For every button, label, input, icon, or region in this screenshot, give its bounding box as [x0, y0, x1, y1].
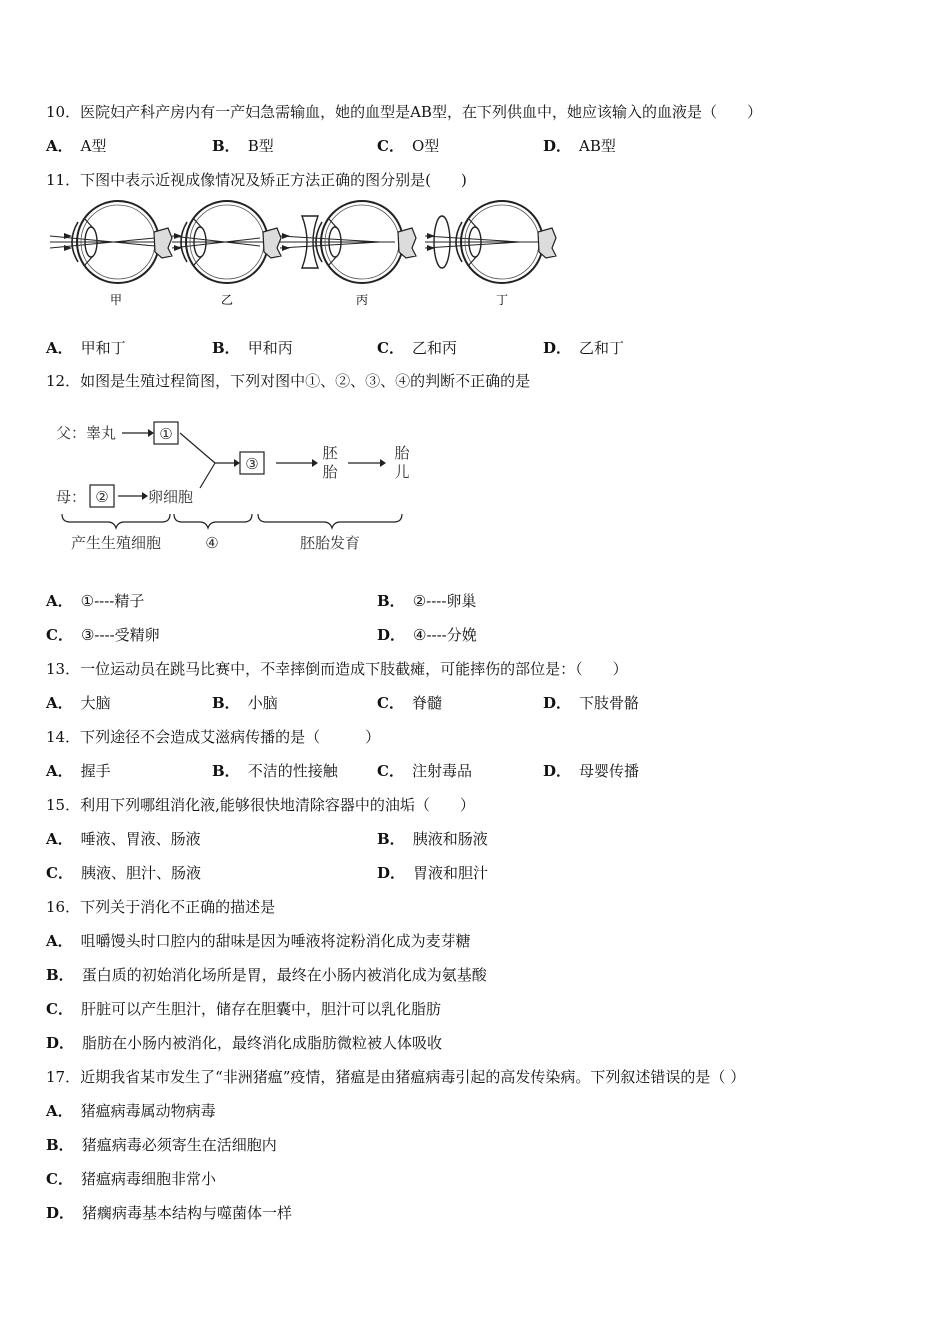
- q16-option-d[interactable]: D． 脂肪在小肠内被消化，最终消化成脂肪微粒被人体吸收: [46, 1034, 443, 1052]
- q14-option-d[interactable]: D． 母婴传播: [543, 762, 640, 780]
- eye-label-yi: 乙: [220, 293, 234, 307]
- q10-option-b[interactable]: B． B型: [212, 137, 274, 155]
- fetus-label-1: 胎: [394, 444, 410, 462]
- q15-options-row1: [46, 828, 906, 850]
- q10-stem: 10．医院妇产科产房内有一产妇急需输血，她的血型是AB型，在下列供血中，她应该输入的血液是（ ）: [46, 103, 762, 121]
- box-2-label: ②: [95, 488, 109, 506]
- q15-option-b[interactable]: B． 胰液和肠液: [377, 830, 488, 848]
- q15-option-a[interactable]: A． 唾液、胃液、肠液: [46, 830, 201, 848]
- q14-option-c[interactable]: C． 注射毒品: [377, 762, 472, 780]
- box-1-label: ①: [159, 425, 173, 443]
- q15-option-c[interactable]: C． 胰液、胆汁、肠液: [46, 864, 201, 882]
- brace-label-produce: 产生生殖细胞: [70, 534, 162, 552]
- q12-options-row2: [46, 624, 906, 646]
- eye-label-ding: 丁: [495, 293, 509, 307]
- q16-option-c[interactable]: C． 肝脏可以产生胆汁，储存在胆囊中，胆汁可以乳化脂肪: [46, 1000, 441, 1018]
- q16-option-b[interactable]: B． 蛋白质的初始消化场所是胃，最终在小肠内被消化成为氨基酸: [46, 966, 487, 984]
- eye-ding: [425, 201, 556, 283]
- q11-option-b[interactable]: B． 甲和丙: [212, 339, 293, 357]
- q12-option-d[interactable]: D． ④----分娩: [377, 626, 477, 644]
- q14-option-a[interactable]: A． 握手: [46, 762, 111, 780]
- q12-option-a[interactable]: A． ①----精子: [46, 592, 145, 610]
- q14-option-b[interactable]: B． 不洁的性接触: [212, 762, 338, 780]
- q16-option-a[interactable]: A． 咀嚼馒头时口腔内的甜味是因为唾液将淀粉消化成为麦芽糖: [46, 932, 471, 950]
- q17-option-a[interactable]: A． 猪瘟病毒属动物病毒: [46, 1102, 216, 1120]
- brace-label-4: ④: [205, 534, 219, 552]
- q11-option-d[interactable]: D． 乙和丁: [543, 339, 625, 357]
- box-3-label: ③: [245, 455, 259, 473]
- q16-stem: 16．下列关于消化不正确的描述是: [46, 898, 276, 916]
- embryo-label-2: 胎: [322, 463, 338, 481]
- q17-option-d[interactable]: D． 猪瘸病毒基本结构与噬菌体一样: [46, 1204, 293, 1222]
- brace-label-development: 胚胎发育: [299, 534, 361, 552]
- eye-bing: [280, 201, 416, 283]
- q14-stem: 14．下列途径不会造成艾滋病传播的是（ ）: [46, 728, 381, 746]
- embryo-label-1: 胚: [322, 444, 338, 462]
- eye-jia: [50, 201, 172, 283]
- q15-options-row2: [46, 862, 906, 884]
- q10-option-c[interactable]: C． O型: [377, 137, 440, 155]
- q17-option-c[interactable]: C． 猪瘟病毒细胞非常小: [46, 1170, 216, 1188]
- eye-label-bing: 丙: [355, 293, 369, 307]
- q13-option-c[interactable]: C． 脊髓: [377, 694, 442, 712]
- eye-label-jia: 甲: [109, 293, 123, 307]
- q10-options: [46, 135, 906, 157]
- mother-label: 母：: [56, 488, 87, 506]
- q13-option-d[interactable]: D． 下肢骨骼: [543, 694, 640, 712]
- q11-options: [46, 337, 906, 359]
- eye-diagram-figure: [50, 198, 560, 313]
- eye-yi: [172, 201, 281, 283]
- q12-stem: 12．如图是生殖过程简图，下列对图中①、②、③、④的判断不正确的是: [46, 372, 531, 390]
- q11-stem: 11．下图中表示近视成像情况及矫正方法正确的图分别是( ): [46, 171, 467, 189]
- q13-options: [46, 692, 906, 714]
- q13-option-b[interactable]: B． 小脑: [212, 694, 278, 712]
- q15-stem: 15．利用下列哪组消化液,能够很快地清除容器中的油垢（ ）: [46, 796, 475, 814]
- q14-options: [46, 760, 906, 782]
- q10-option-d[interactable]: D． AB型: [543, 137, 616, 155]
- q12-option-b[interactable]: B． ②----卵巢: [377, 592, 477, 610]
- q17-option-b[interactable]: B． 猪瘟病毒必须寄生在活细胞内: [46, 1136, 277, 1154]
- q12-option-c[interactable]: C． ③----受精卵: [46, 626, 160, 644]
- q17-stem: 17．近期我省某市发生了“非洲猪瘟”疫情，猪瘟是由猪瘟病毒引起的高发传染病。下列叙述错误的是（ ）: [46, 1068, 746, 1086]
- egg-label: 卵细胞: [148, 488, 194, 506]
- q10-option-a[interactable]: A． A型: [46, 137, 107, 155]
- q11-option-c[interactable]: C． 乙和丙: [377, 339, 457, 357]
- father-label: 父：睾丸: [56, 424, 117, 442]
- q13-option-a[interactable]: A． 大脑: [46, 694, 111, 712]
- reproduction-diagram: [50, 410, 420, 560]
- q11-option-a[interactable]: A． 甲和丁: [46, 339, 126, 357]
- q13-stem: 13．一位运动员在跳马比赛中，不幸摔倒而造成下肢截瘫，可能摔伤的部位是：（ ）: [46, 660, 628, 678]
- q12-options-row1: [46, 590, 906, 612]
- fetus-label-2: 儿: [394, 463, 410, 481]
- q15-option-d[interactable]: D． 胃液和胆汁: [377, 864, 489, 882]
